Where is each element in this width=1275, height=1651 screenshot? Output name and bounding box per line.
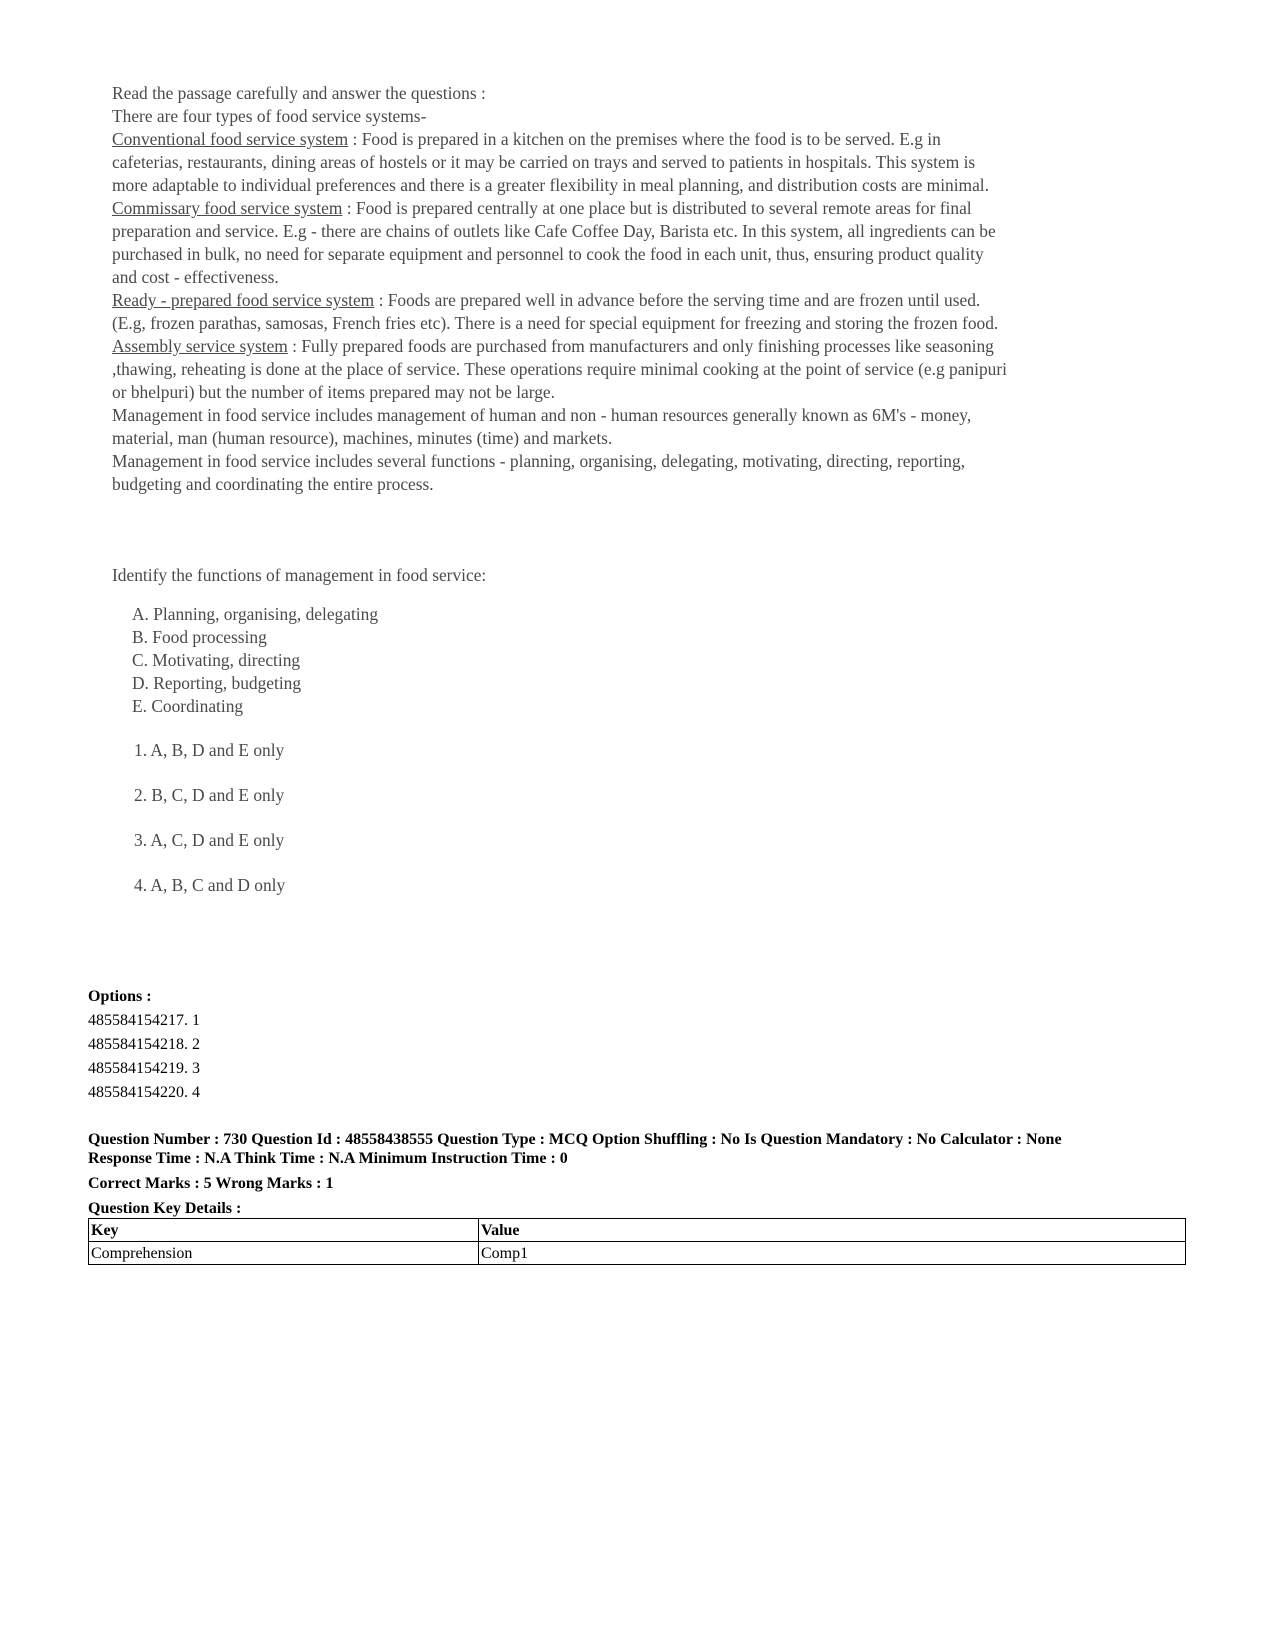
marks-line: Correct Marks : 5 Wrong Marks : 1 bbox=[88, 1175, 334, 1192]
statement-item: D. Reporting, budgeting bbox=[132, 673, 302, 693]
option-item: 485584154218. 2 bbox=[88, 1036, 200, 1053]
question-metadata bbox=[88, 1130, 1198, 1224]
assembly-text: : Fully prepared foods are purchased from manufacturers and only finishing processes like seasoning ,thawing, reheating is done at the place of service. These operations require minimal cooking at the point of service (e.g panipuri or bhelpuri) but the number of items prepared may not be large. bbox=[112, 336, 1007, 402]
table-row bbox=[89, 1242, 1186, 1265]
option-item: 485584154217. 1 bbox=[88, 1012, 200, 1029]
passage-conventional bbox=[112, 128, 1012, 197]
option-item: 485584154220. 4 bbox=[88, 1084, 200, 1101]
options-heading: Options : bbox=[88, 988, 152, 1005]
ready-prepared-title: Ready - prepared food service system bbox=[112, 290, 375, 310]
table-cell-value: Comp1 bbox=[479, 1242, 1186, 1265]
passage-management-resources: Management in food service includes management of human and non - human resources generally known as 6M's - money, material, man (human resource), machines, minutes (time) and markets. bbox=[112, 405, 972, 448]
choice-item: 4. A, B, C and D only bbox=[134, 875, 286, 895]
commissary-title: Commissary food service system bbox=[112, 198, 343, 218]
choice-list bbox=[134, 728, 1012, 908]
choice-item: 2. B, C, D and E only bbox=[134, 785, 285, 805]
choice-item: 3. A, C, D and E only bbox=[134, 830, 285, 850]
statement-item: B. Food processing bbox=[132, 627, 267, 647]
choice-item: 1. A, B, D and E only bbox=[134, 740, 285, 760]
commissary-text: : Food is prepared centrally at one place but is distributed to several remote areas for final preparation and service. E.g - there are chains of outlets like Cafe Coffee Day, Barista etc. In this system, all ingredients can be purchased in bulk, no need for separate equipment and personnel to cook the food in each unit, thus, ensuring product quality and cost - effectiveness. bbox=[112, 198, 996, 287]
question-text: Identify the functions of management in food service: bbox=[112, 565, 487, 585]
ready-prepared-text: : Foods are prepared well in advance before the serving time and are frozen until used.(E.g, frozen parathas, samosas, French fries etc). There is a need for special equipment for freezing and storing the frozen food. bbox=[112, 290, 999, 333]
table-header-key: Key bbox=[89, 1219, 479, 1242]
key-details-heading: Question Key Details : bbox=[88, 1200, 242, 1217]
statement-list bbox=[132, 603, 1012, 718]
comprehension-passage bbox=[112, 82, 1012, 496]
statement-item: A. Planning, organising, delegating bbox=[132, 604, 379, 624]
table-header-value: Value bbox=[479, 1219, 1186, 1242]
option-item: 485584154219. 3 bbox=[88, 1060, 200, 1077]
passage-ready-prepared bbox=[112, 289, 1012, 335]
statement-item: C. Motivating, directing bbox=[132, 650, 301, 670]
passage-assembly bbox=[112, 335, 1012, 404]
key-details-table bbox=[88, 1218, 1186, 1265]
passage-management-functions: Management in food service includes several functions - planning, organising, delegating, motivating, directing, reporting, budgeting and coordinating the entire process. bbox=[112, 451, 966, 494]
response-time-line: Response Time : N.A Think Time : N.A Minimum Instruction Time : 0 bbox=[88, 1150, 568, 1167]
passage-types-line: There are four types of food service systems- bbox=[112, 106, 427, 126]
passage-commissary bbox=[112, 197, 1012, 289]
conventional-title: Conventional food service system bbox=[112, 129, 349, 149]
question-image bbox=[112, 82, 1012, 908]
passage-intro: Read the passage carefully and answer the questions : bbox=[112, 83, 486, 103]
question-info-line: Question Number : 730 Question Id : 48558438555 Question Type : MCQ Option Shuffling : No Is Question Mandatory : No Calculator : None bbox=[88, 1131, 1062, 1148]
options-section bbox=[88, 985, 200, 1105]
assembly-title: Assembly service system bbox=[112, 336, 288, 356]
table-header-row bbox=[89, 1219, 1186, 1242]
statement-item: E. Coordinating bbox=[132, 696, 244, 716]
table-cell-key: Comprehension bbox=[89, 1242, 479, 1265]
conventional-text: : Food is prepared in a kitchen on the premises where the food is to be served. E.g in cafeterias, restaurants, dining areas of hostels or it may be carried on trays and served to patients in hospitals. This system is more adaptable to individual preferences and there is a greater flexibility in meal planning, and distribution costs are minimal. bbox=[112, 129, 989, 195]
